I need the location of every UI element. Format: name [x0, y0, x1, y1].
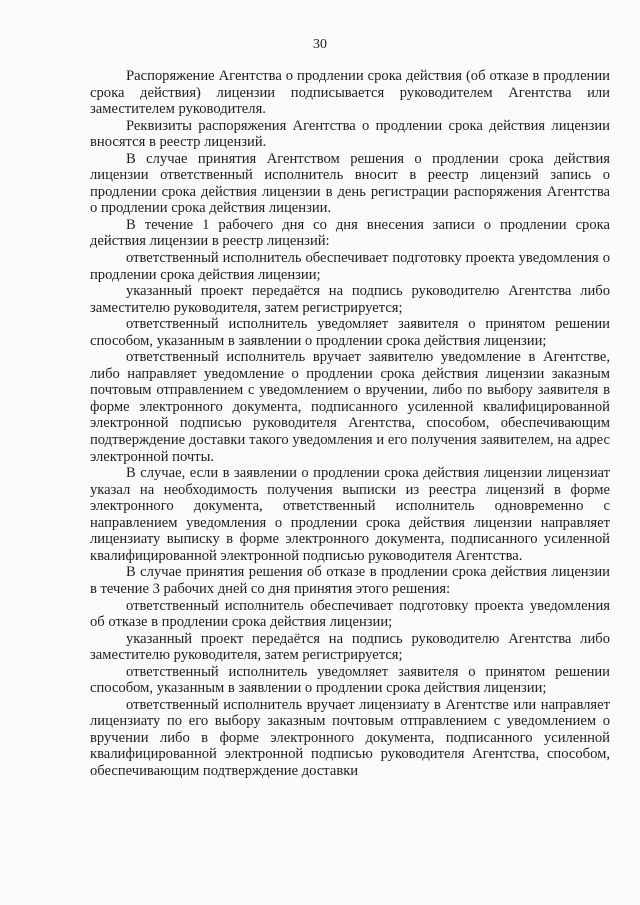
paragraph: ответственный исполнитель обеспечивает подготовку проекта уведомления об отказе в продлении срока действия лицензии;: [90, 597, 610, 631]
paragraph: В случае принятия Агентством решения о продлении срока действия лицензии ответственный исполнитель вносит в реестр лицензий запись о продлении срока действия лицензии в день регистрации распоряжения Агентства о продлении срока действия лицензии.: [90, 150, 610, 217]
paragraph: ответственный исполнитель вручает заявителю уведомление в Агентстве, либо направляет уведомление о продлении срока действия лицензии заказным почтовым отправлением с уведомлением о вручении, либо по выбору заявителя в форме электронного документа, подписанного усиленной квалифицированной электронной подписью руководителя Агентства, способом, обеспечивающим подтверждение доставки такого уведомления и его получения заявителем, на адрес электронной почты.: [90, 349, 610, 465]
paragraph: В течение 1 рабочего дня со дня внесения записи о продлении срока действия лицензии в реестр лицензий:: [90, 216, 610, 250]
paragraph: ответственный исполнитель уведомляет заявителя о принятом решении способом, указанным в заявлении о продлении срока действия лицензии;: [90, 316, 610, 349]
paragraph: указанный проект передаётся на подпись руководителю Агентства либо заместителю руководителя, затем регистрируется;: [90, 283, 610, 316]
document-body: [90, 68, 610, 780]
page-number: 30: [313, 37, 327, 52]
paragraph: Реквизиты распоряжения Агентства о продлении срока действия лицензии вносятся в реестр лицензий.: [90, 117, 610, 151]
paragraph: указанный проект передаётся на подпись руководителю Агентства либо заместителю руководителя, затем регистрируется;: [90, 630, 610, 664]
paragraph: ответственный исполнитель обеспечивает подготовку проекта уведомления о продлении срока действия лицензии;: [90, 250, 610, 283]
paragraph: ответственный исполнитель вручает лицензиату в Агентстве или направляет лицензиату по его выбору заказным почтовым отправлением с уведомлением о вручении либо в форме электронного документа, подписанного усиленной квалифицированной электронной подписью руководителя Агентства, способом, обеспечивающим подтверждение доставки: [90, 696, 610, 779]
paragraph: В случае принятия решения об отказе в продлении срока действия лицензии в течение 3 рабочих дней со дня принятия этого решения:: [90, 564, 610, 597]
paragraph: В случае, если в заявлении о продлении срока действия лицензии лицензиат указал на необходимость получения выписки из реестра лицензий в форме электронного документа, ответственный исполнитель одновременно с направлением уведомления о продлении срока действия лицензии направляет лицензиату выписку в форме электронного документа, подписанного усиленной квалифицированной электронной подписью руководителя Агентства.: [90, 465, 610, 564]
paragraph: Распоряжение Агентства о продлении срока действия (об отказе в продлении срока действия) лицензии подписывается руководителем Агентства или заместителем руководителя.: [90, 68, 610, 118]
paragraph: ответственный исполнитель уведомляет заявителя о принятом решении способом, указанным в заявлении о продлении срока действия лицензии;: [90, 663, 610, 697]
